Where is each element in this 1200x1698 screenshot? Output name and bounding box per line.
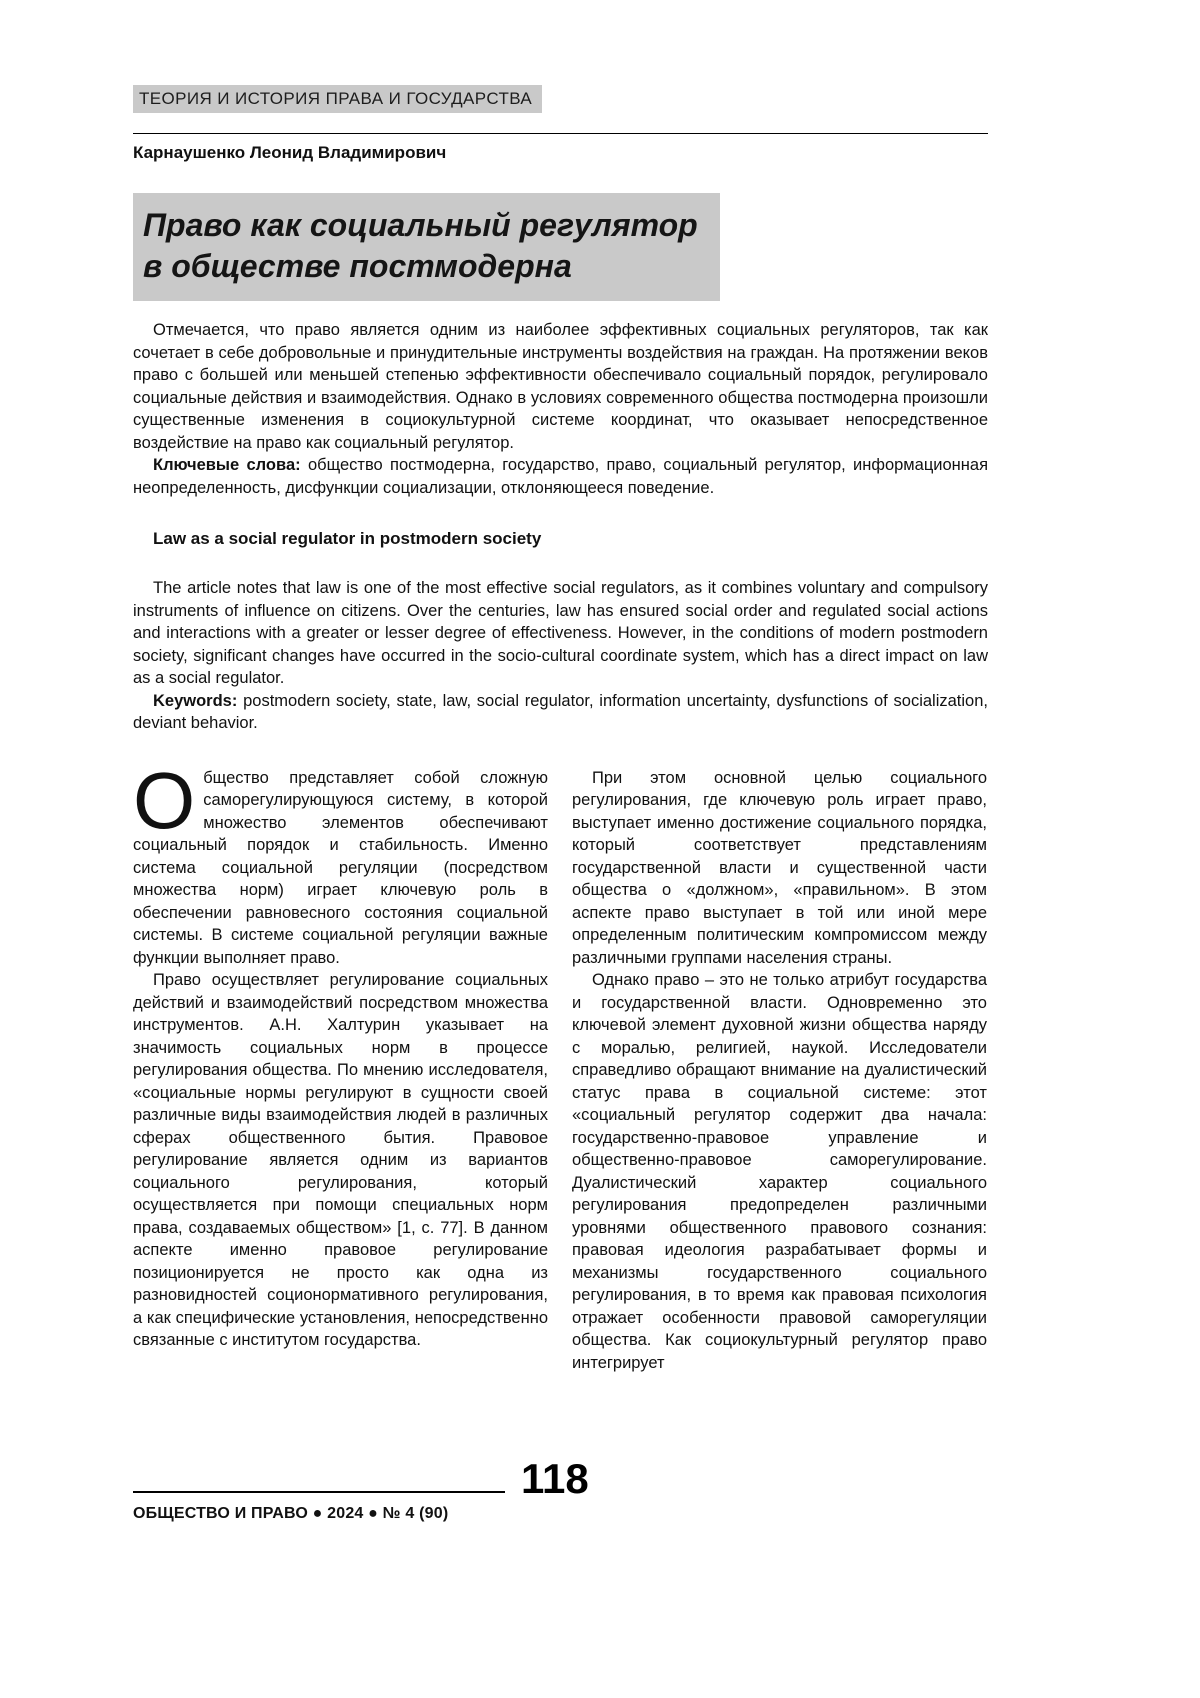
author-name: Карнаушенко Леонид Владимирович bbox=[133, 133, 988, 163]
article-title-line2: в обществе постмодерна bbox=[143, 248, 572, 284]
left-paragraph-1-text: бщество представляет собой сложную саморегулирующуюся систему, в которой множество элементов обеспечивают социальный порядок и стабильность. Именно система социальной регуляции (посредством множества норм) играет ключевую роль в обеспечении равновесного состояния социальной системы. В системе социальной регуляции важные функции выполняет право. bbox=[133, 768, 548, 967]
left-paragraph-1 bbox=[133, 755, 548, 970]
keywords-english-text: postmodern society, state, law, social regulator, information uncertainty, dysfunctions of socialization, deviant behavior. bbox=[133, 691, 988, 732]
section-header-bar: ТЕОРИЯ И ИСТОРИЯ ПРАВА И ГОСУДАРСТВА bbox=[133, 85, 542, 113]
keywords-english-label: Keywords: bbox=[153, 691, 238, 710]
keywords-russian-label: Ключевые слова: bbox=[153, 456, 301, 474]
english-title: Law as a social regulator in postmodern society bbox=[153, 529, 542, 548]
footer-rule bbox=[133, 1491, 505, 1493]
left-paragraph-2: Право осуществляет регулирование социальных действий и взаимодействий посредством множества инструментов. А.Н. Халтурин указывает на значимость социальных норм в процессе регулирования общества. По мнению исследователя, «социальные нормы регулируют в сущности своей различные виды взаимодействия людей в различных сферах общественного бытия. Правовое регулирование является одним из вариантов социального регулирования, который осуществляется при помощи специальных норм права, создаваемых обществом» [1, с. 77]. В данном аспекте именно правовое регулирование позиционируется не просто как одна из разновидностей соционормативного регулирования, а как специфические установления, непосредственно связанные с институтом государства. bbox=[133, 971, 548, 1349]
article-title-line1: Право как социальный регулятор bbox=[143, 207, 698, 243]
right-column bbox=[572, 767, 987, 1375]
footer-row bbox=[133, 1455, 1003, 1502]
page-number: 118 bbox=[521, 1455, 589, 1502]
body-columns bbox=[133, 755, 988, 1375]
abstract-english: The article notes that law is one of the most effective social regulators, as it combines voluntary and compulsory instruments of influence on citizens. Over the centuries, law has ensured social order and regulated social actions and interactions with a greater or lesser degree of effectiveness. However, in the conditions of modern postmodern society, significant changes have occurred in the socio-cultural coordinate system, which has a direct impact on law as a social regulator. bbox=[133, 579, 988, 687]
right-paragraph-1: При этом основной целью социального регулирования, где ключевую роль играет право, выступает именно достижение социального порядка, который соответствует представлениям государственной власти и существенной части общества о «должном», «правильном». В этом аспекте право выступает в той или иной мере определенным политическим компромиссом между различными группами населения страны. bbox=[572, 768, 987, 967]
page-footer bbox=[133, 1455, 1003, 1523]
journal-issue-line: ОБЩЕСТВО И ПРАВО ● 2024 ● № 4 (90) bbox=[133, 1505, 449, 1522]
keywords-english bbox=[133, 690, 988, 735]
left-column bbox=[133, 755, 548, 1375]
article-title bbox=[133, 193, 720, 301]
right-paragraph-2: Однако право – это не только атрибут государства и государственной власти. Одновременно это ключевой элемент духовной жизни общества наряду с моралью, религией, наукой. Исследователи справедливо обращают внимание на дуалистический статус права в социальной системе: этот «социальный регулятор содержит два начала: государственно-правовое управление и общественно-правовое саморегулирование. Дуалистический характер социального регулирования предопределен различными уровнями общественного правового сознания: правовая идеология разрабатывает формы и механизмы государственного социального регулирования, в то время как правовая психология отражает особенности правовой саморегуляции общества. Как социокультурный регулятор право интегрирует bbox=[572, 971, 987, 1372]
drop-cap: О bbox=[133, 755, 196, 845]
abstract-russian: Отмечается, что право является одним из наиболее эффективных социальных регуляторов, так как сочетает в себе добровольные и принудительные инструменты воздействия на граждан. На протяжении веков право с большей или меньшей степенью эффективности обеспечивало социальный порядок, регулировало социальные действия и взаимодействия. Однако в условиях современного общества постмодерна произошли существенные изменения в социокультурной системе координат, что оказывает непосредственное воздействие на право как социальный регулятор. bbox=[133, 321, 988, 452]
keywords-russian bbox=[133, 454, 988, 499]
keywords-russian-text: общество постмодерна, государство, право, социальный регулятор, информационная неопределенность, дисфункции социализации, отклоняющееся поведение. bbox=[133, 456, 988, 497]
